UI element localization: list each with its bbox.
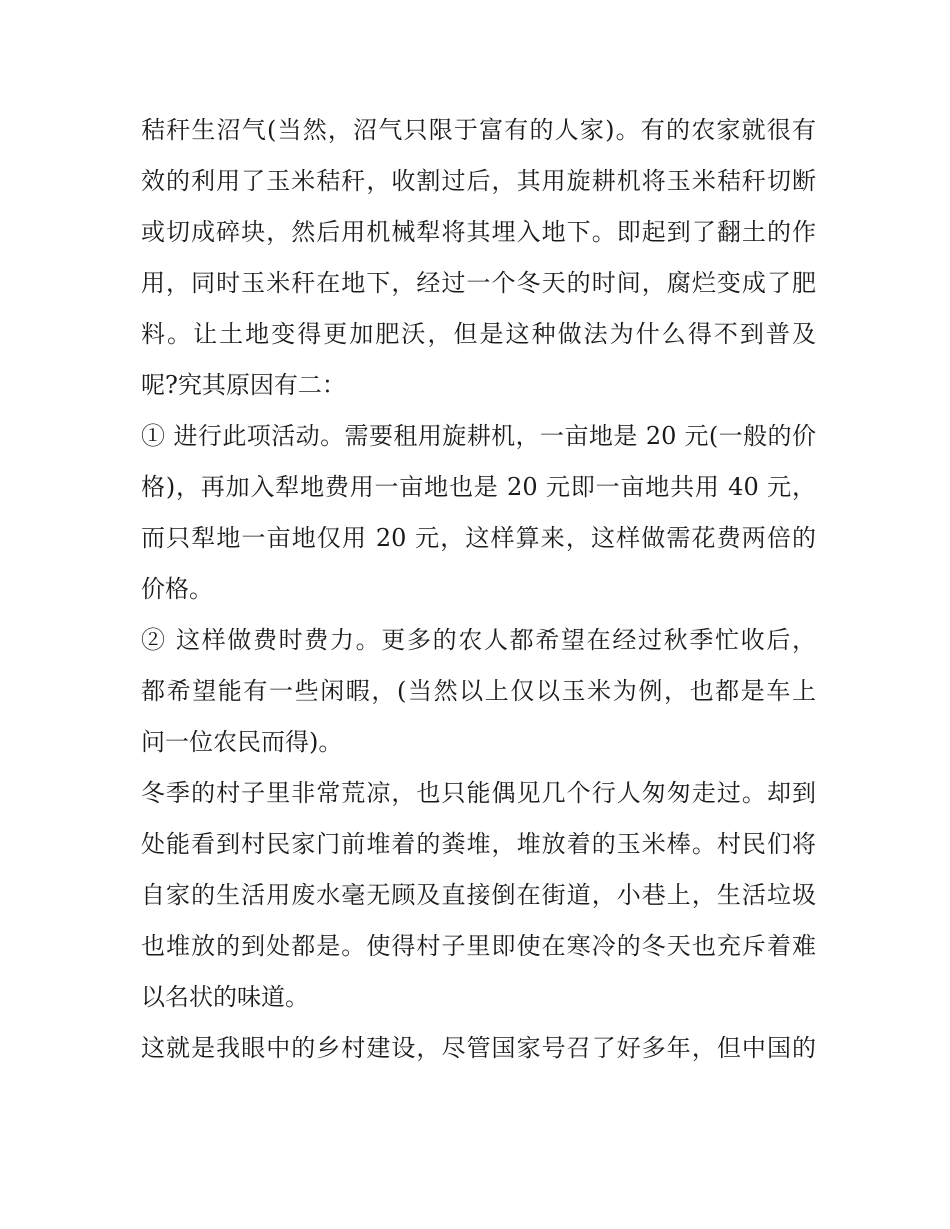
text-line: 效的利用了玉米秸秆，收割过后，其用旋耕机将玉米秸秆切断 bbox=[141, 167, 816, 195]
text-line: 这就是我眼中的乡村建设，尽管国家号召了好多年，但中国的 bbox=[141, 1034, 816, 1062]
text-line: 呢?究其原因有二： bbox=[141, 371, 346, 399]
list-item-line: ② 这样做费时费力。更多的农人都希望在经过秋季忙收后， bbox=[141, 626, 816, 654]
text-line: 料。让土地变得更加肥沃，但是这种做法为什么得不到普及 bbox=[141, 320, 816, 348]
document-body bbox=[141, 105, 816, 1074]
list-item-line: 都希望能有一些闲暇，(当然以上仅以玉米为例，也都是车上 bbox=[141, 677, 816, 705]
text-line: 自家的生活用废水毫无顾及直接倒在街道，小巷上，生活垃圾 bbox=[141, 881, 816, 909]
list-item-line: 价格。 bbox=[141, 575, 213, 603]
list-item-line: 而只犁地一亩地仅用 20 元，这样算来，这样做需花费两倍的 bbox=[141, 524, 816, 552]
text-line: 冬季的村子里非常荒凉，也只能偶见几个行人匆匆走过。却到 bbox=[141, 779, 816, 807]
text-line: 用，同时玉米秆在地下，经过一个冬天的时间，腐烂变成了肥 bbox=[141, 269, 816, 297]
text-line: 以名状的味道。 bbox=[141, 983, 309, 1011]
text-line: 也堆放的到处都是。使得村子里即使在寒冷的冬天也充斥着难 bbox=[141, 932, 816, 960]
list-item-line: ① 进行此项活动。需要租用旋耕机，一亩地是 20 元(一般的价 bbox=[141, 422, 816, 450]
list-item-line: 问一位农民而得)。 bbox=[141, 728, 343, 756]
list-item-line: 格)，再加入犁地费用一亩地也是 20 元即一亩地共用 40 元， bbox=[141, 473, 816, 501]
text-line: 处能看到村民家门前堆着的粪堆，堆放着的玉米棒。村民们将 bbox=[141, 830, 816, 858]
text-line: 或切成碎块，然后用机械犁将其埋入地下。即起到了翻土的作 bbox=[141, 218, 816, 246]
text-line: 秸秆生沼气(当然，沼气只限于富有的人家)。有的农家就很有 bbox=[141, 116, 816, 144]
